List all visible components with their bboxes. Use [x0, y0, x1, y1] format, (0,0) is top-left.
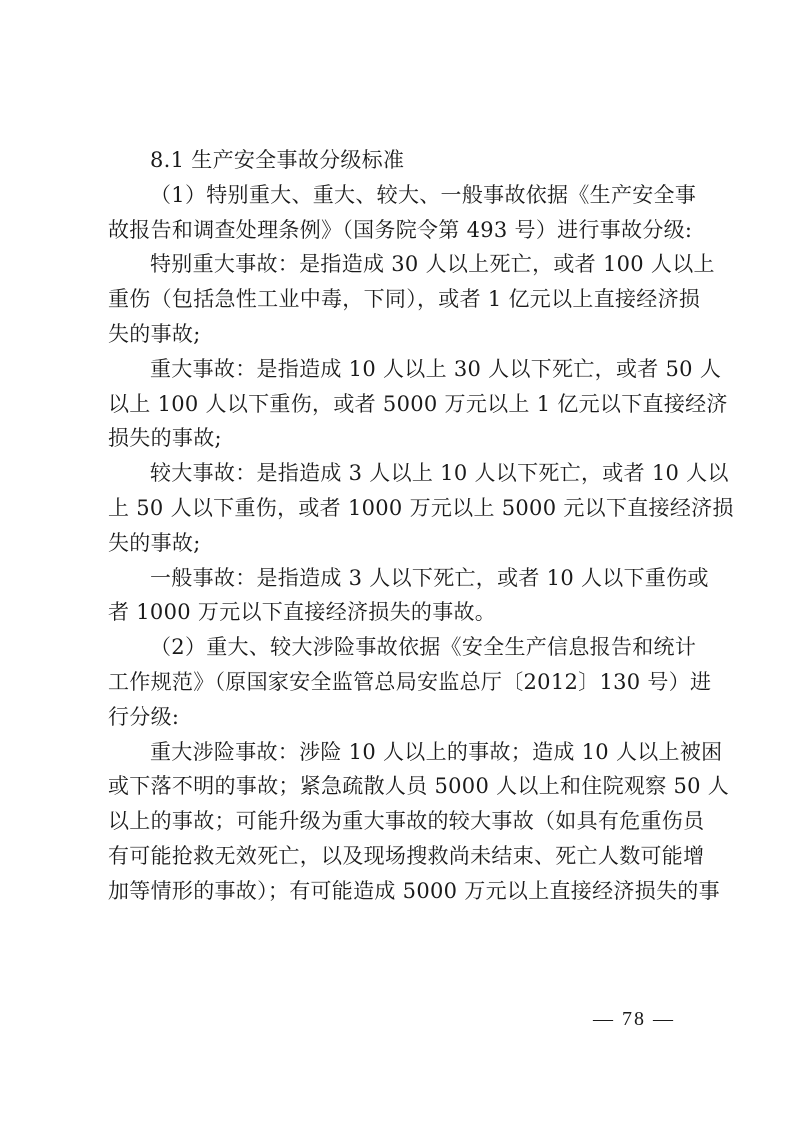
paragraph-line: 损失的事故;	[108, 426, 222, 451]
paragraph-line: 以上 100 人以下重伤，或者 5000 万元以上 1 亿元以下直接经济	[108, 391, 728, 416]
paragraph-line: （2）重大、较大涉险事故依据《安全生产信息报告和统计	[150, 635, 697, 660]
paragraph-line: 工作规范》（原国家安全监管总局安监总厅〔2012〕130 号）进	[108, 669, 712, 694]
paragraph-line: 较大事故：是指造成 3 人以上 10 人以下死亡，或者 10 人以	[150, 461, 729, 486]
paragraph-line: 加等情形的事故）；有可能造成 5000 万元以上直接经济损失的事	[108, 878, 720, 903]
paragraph-line: 者 1000 万元以下直接经济损失的事故。	[108, 600, 497, 625]
page-number: — 78 —	[593, 1008, 675, 1030]
paragraph-line: 行分级:	[108, 704, 180, 729]
paragraph-line: 重伤（包括急性工业中毒，下同），或者 1 亿元以上直接经济损	[108, 287, 701, 312]
paragraph-line: 故报告和调查处理条例》（国务院令第 493 号）进行事故分级:	[108, 217, 693, 242]
paragraph-line: （1）特别重大、重大、较大、一般事故依据《生产安全事	[150, 182, 697, 207]
paragraph-line: 一般事故：是指造成 3 人以下死亡，或者 10 人以下重伤或	[150, 565, 709, 590]
paragraph-line: 重大事故：是指造成 10 人以上 30 人以下死亡，或者 50 人	[150, 356, 722, 381]
section-heading: 8.1 生产安全事故分级标准	[150, 148, 405, 172]
paragraph-line: 失的事故;	[108, 530, 201, 555]
paragraph-line: 以上的事故；可能升级为重大事故的较大事故（如具有危重伤员	[108, 809, 705, 834]
paragraph-line: 或下落不明的事故；紧急疏散人员 5000 人以上和住院观察 50 人	[108, 774, 730, 799]
paragraph-line: 重大涉险事故：涉险 10 人以上的事故；造成 10 人以上被困	[150, 739, 723, 764]
paragraph-line: 上 50 人以下重伤，或者 1000 万元以上 5000 元以下直接经济损	[108, 495, 734, 520]
paragraph-line: 失的事故;	[108, 321, 201, 346]
paragraph-line: 特别重大事故：是指造成 30 人以上死亡，或者 100 人以上	[150, 252, 715, 277]
paragraph-line: 有可能抢救无效死亡，以及现场搜救尚未结束、死亡人数可能增	[108, 843, 705, 868]
document-body	[108, 143, 734, 909]
